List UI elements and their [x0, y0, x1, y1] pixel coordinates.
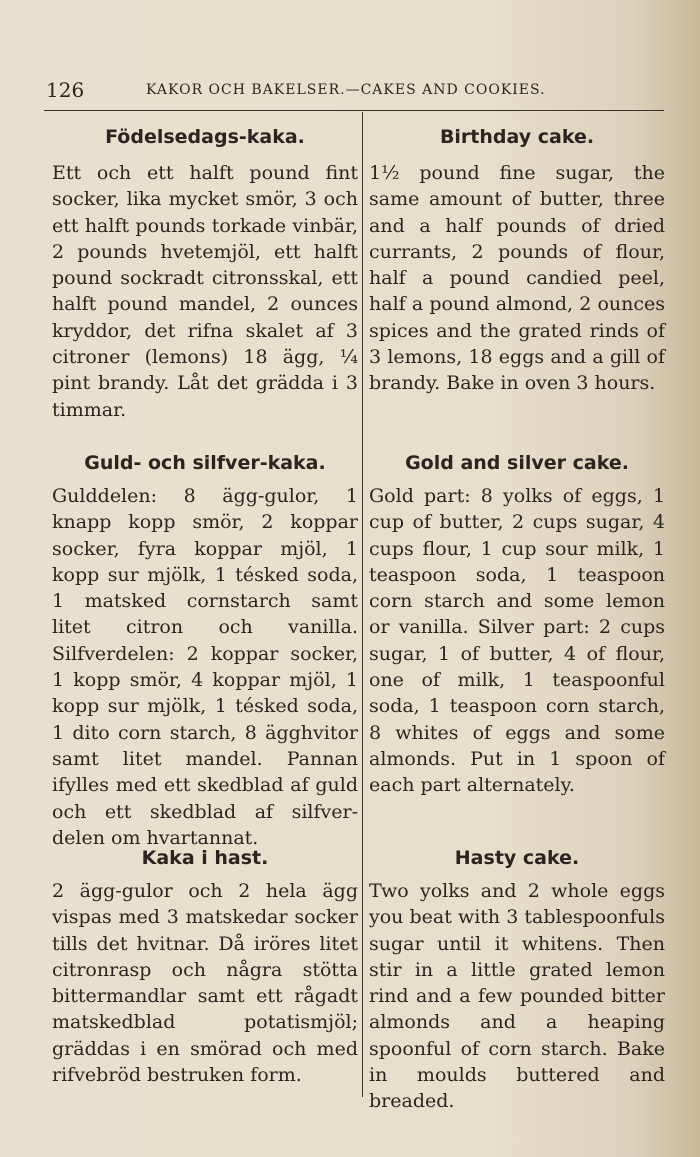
- header-rule: [44, 110, 664, 111]
- recipe-text-swedish: 2 ägg-gulor och 2 hela ägg vispas med 3 matskedar socker tills det hvitnar. Då iröres litet citronrasp och några stötta bittermandlar samt ett rågadt matskedblad potatismjöl; gräddas i en smörad och med rifvebröd bestruken form.: [52, 880, 358, 1087]
- recipe-text-english: Gold part: 8 yolks of eggs, 1 cup of butter, 2 cups sugar, 4 cups flour, 1 cup sour milk, 1 teaspoon soda, 1 teaspoon corn starch and some lemon or vanilla. Silver part: 2 cups sugar, 1 of butter, 4 of flour, one of milk, 1 teaspoonful soda, 1 teaspoon corn starch, 8 whites of eggs and some almonds. Put in 1 spoon of each part alternately.: [369, 485, 665, 797]
- recipe-text-english: Two yolks and 2 whole eggs you beat with 3 tablespoonfuls sugar until it whitens. Then stir in a little grated lemon rind and a few pounded bitter almonds and a heaping spoonful of corn starch. Bake in moulds buttered and breaded.: [369, 880, 665, 1113]
- recipe-text-swedish: Ett och ett halft pound fint socker, lika mycket smör, 3 och ett halft pounds torkade vinbär, 2 pounds hvetemjöl, ett halft pound sockradt citronsskal, ett halft pound mandel, 2 ounces kryddor, det rifna skalet af 3 citroner (lemons) 18 ägg, ¼ pint brandy. Låt det grädda i 3 timmar.: [52, 162, 358, 421]
- recipe-title-english: Gold and silver cake.: [405, 452, 629, 474]
- recipe-title-swedish: Kaka i hast.: [141, 847, 269, 869]
- page-header: [46, 78, 666, 104]
- column-divider: [362, 112, 363, 1097]
- page-number: 126: [46, 78, 85, 102]
- recipe-title-english: Hasty cake.: [454, 847, 580, 869]
- recipe-title-swedish: Guld- och silfver-kaka.: [84, 452, 326, 474]
- recipe-text-swedish: Gulddelen: 8 ägg-gulor, 1 knapp kopp smör, 2 koppar socker, fyra koppar mjöl, 1 kopp sur mjölk, 1 tésked soda, 1 matsked cornstarch samt litet citron och vanilla. Silfverdelen: 2 koppar socker, 1 kopp smör, 4 koppar mjöl, 1 kopp sur mjölk, 1 tésked soda, 1 dito corn starch, 8 ägghvitor samt litet mandel. Pannan ifylles med ett skedblad af guld och ett skedblad af silfver-delen om hvartannat.: [52, 485, 358, 849]
- recipe-title-english: Birthday cake.: [439, 126, 595, 148]
- recipe-title-swedish: Födelsedags-kaka.: [105, 126, 305, 148]
- running-head: KAKOR OCH BAKELSER.—CAKES AND COOKIES.: [146, 82, 546, 98]
- recipe-text-english: 1½ pound fine sugar, the same amount of butter, three and a half pounds of dried currants, 2 pounds of flour, half a pound candied peel, half a pound almond, 2 ounces spices and the grated rinds of 3 lemons, 18 eggs and a gill of brandy. Bake in oven 3 hours.: [369, 162, 665, 395]
